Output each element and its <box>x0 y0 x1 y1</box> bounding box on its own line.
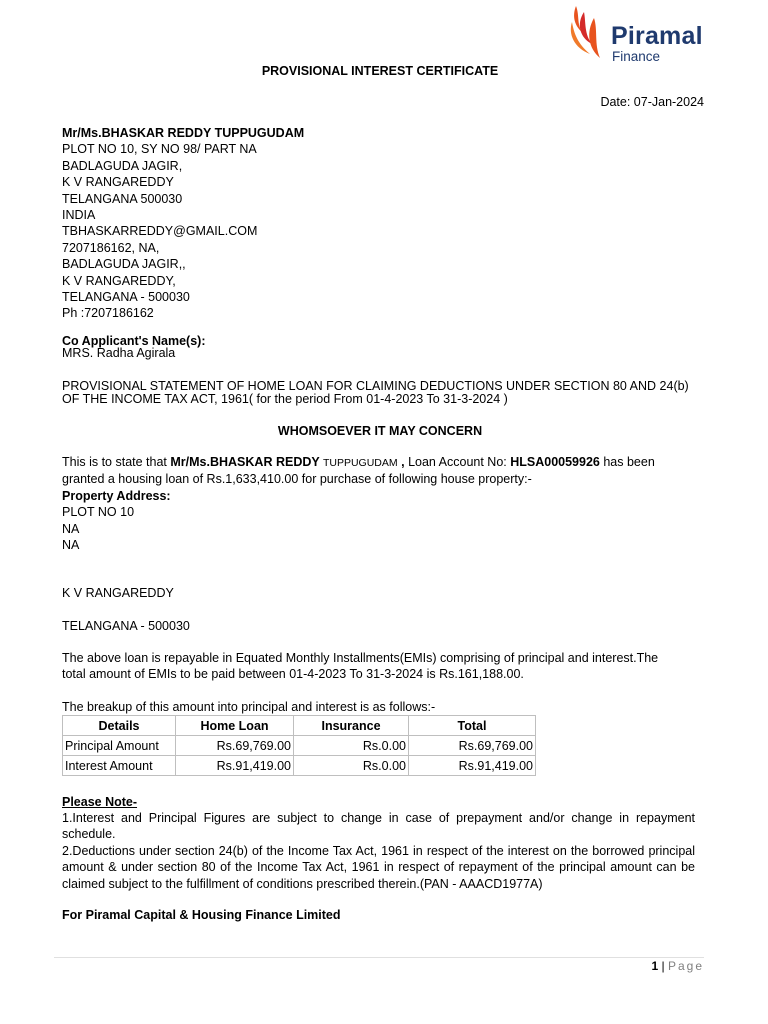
certificate-title: PROVISIONAL INTEREST CERTIFICATE <box>261 64 499 78</box>
table-cell: Rs.91,419.00 <box>176 756 294 776</box>
breakup-intro: The breakup of this amount into principal and interest is as follows:- <box>62 700 436 714</box>
page-label: Page <box>667 959 704 973</box>
table-header: Home Loan <box>176 716 294 736</box>
table-cell: Rs.0.00 <box>294 756 409 776</box>
property-line: PLOT NO 10 <box>62 505 135 520</box>
body-text: total amount of EMIs to be paid between 01-4-2023 To 31-3-2024 is Rs.161,188.00. <box>62 667 524 682</box>
page-number-value: 1 <box>651 959 659 973</box>
concern-heading: WHOMSOEVER IT MAY CONCERN <box>277 424 483 438</box>
table-cell: Rs.0.00 <box>294 736 409 756</box>
address-line: TELANGANA 500030 <box>62 191 183 206</box>
body-text: The above loan is repayable in Equated Monthly Installments(EMIs) comprising of principal and interest.The <box>62 651 659 665</box>
table-header: Total <box>409 716 536 736</box>
notes-heading: Please Note- <box>62 795 138 809</box>
loan-account-label: Loan Account No: <box>408 455 511 469</box>
emi-paragraph <box>62 650 658 683</box>
co-applicant-block <box>62 335 206 359</box>
body-text: has been <box>599 455 655 469</box>
address-line: BADLAGUDA JAGIR, <box>62 158 183 173</box>
note-1: 1.Interest and Principal Figures are subject to change in case of prepayment and/or change in repayment schedule. <box>62 811 695 842</box>
signoff: For Piramal Capital & Housing Finance Limited <box>62 908 341 922</box>
loan-account-number: HLSA00059926 <box>510 455 600 469</box>
table-row <box>63 736 536 756</box>
statement-line-2: OF THE INCOME TAX ACT, 1961( for the period From 01-4-2023 To 31-3-2024 ) <box>62 391 508 406</box>
brand-sub: Finance <box>612 49 661 64</box>
page-number <box>651 959 704 973</box>
property-city: K V RANGAREDDY <box>62 586 174 600</box>
address-line: INDIA <box>62 208 96 223</box>
table-row <box>63 756 536 776</box>
piramal-flame-icon <box>566 4 610 64</box>
property-line: NA <box>62 538 80 553</box>
address-line: PLOT NO 10, SY NO 98/ PART NA <box>62 142 257 157</box>
address-line: K V RANGAREDDY <box>62 175 174 190</box>
table-cell: Rs.91,419.00 <box>409 756 536 776</box>
loan-paragraph <box>62 454 655 553</box>
borrower-name: Mr/Ms.BHASKAR REDDY <box>170 455 323 469</box>
property-state: TELANGANA - 500030 <box>62 619 190 633</box>
co-applicant-name: MRS. Radha Agirala <box>62 346 176 360</box>
borrower-surname: TUPPUGUDAM <box>322 457 398 469</box>
body-text: granted a housing loan of Rs.1,633,410.00 for purchase of following house property:- <box>62 472 532 487</box>
note-2: 2.Deductions under section 24(b) of the Income Tax Act, 1961 in respect of the interest on the borrowed principal amount & under section 80 of the Income Tax Act, 1961 in respect of repayment of the principal amount can be claimed subject to the fulfillment of conditions prescribed therein.(PAN - AAACD1977A) <box>62 844 695 891</box>
body-text: , <box>397 455 409 469</box>
statement-line-1: PROVISIONAL STATEMENT OF HOME LOAN FOR CLAIMING DEDUCTIONS UNDER SECTION 80 AND 24(b) <box>62 379 689 393</box>
table-cell: Rs.69,769.00 <box>176 736 294 756</box>
brand-name: Piramal <box>611 22 703 50</box>
statement-block <box>62 380 689 405</box>
table-header: Insurance <box>294 716 409 736</box>
table-cell: Rs.69,769.00 <box>409 736 536 756</box>
page-separator: | <box>658 959 668 973</box>
address-line: BADLAGUDA JAGIR,, <box>62 257 186 272</box>
address-line: TELANGANA - 500030 <box>62 290 190 305</box>
footer-divider <box>54 957 704 958</box>
table-header-row <box>63 716 536 736</box>
address-line: Ph :7207186162 <box>62 306 154 321</box>
property-line: NA <box>62 521 80 536</box>
table-cell: Interest Amount <box>63 756 176 776</box>
body-text: This is to state that <box>62 455 171 469</box>
co-applicant-label: Co Applicant's Name(s): <box>62 334 206 348</box>
addressee-block <box>62 125 304 322</box>
table-cell: Principal Amount <box>63 736 176 756</box>
address-line: 7207186162, NA, <box>62 240 160 255</box>
property-address-label: Property Address: <box>62 488 171 503</box>
address-line: K V RANGAREDDY, <box>62 273 176 288</box>
certificate-date: Date: 07-Jan-2024 <box>600 95 704 109</box>
piramal-logo <box>566 4 706 64</box>
address-line: TBHASKARREDDY@GMAIL.COM <box>62 224 258 239</box>
table-header: Details <box>63 716 176 736</box>
addressee-name: Mr/Ms.BHASKAR REDDY TUPPUGUDAM <box>62 126 305 140</box>
breakup-table <box>62 715 536 776</box>
